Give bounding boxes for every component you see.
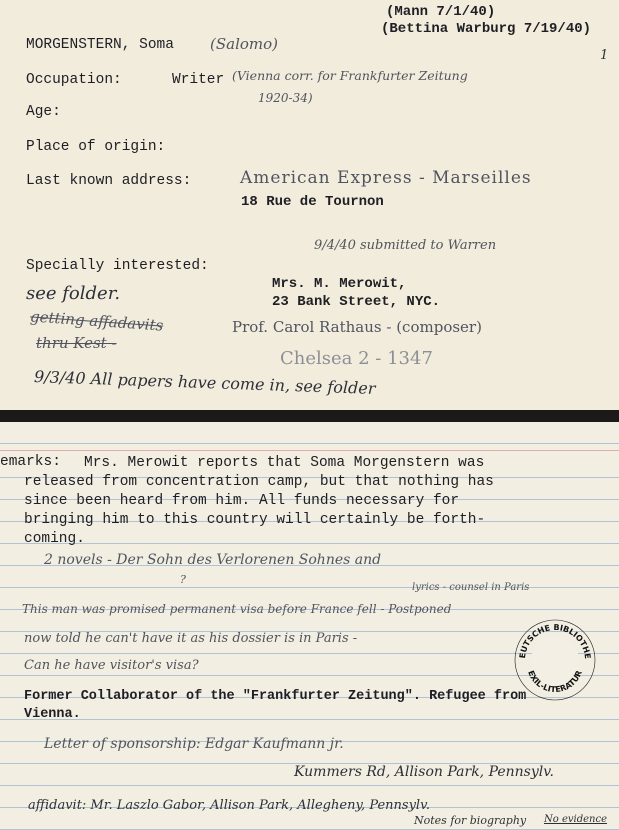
no-evidence-note: No evidence	[544, 814, 607, 825]
visa-note-1: This man was promised permanent visa before France fell - Postponed	[22, 602, 452, 616]
visa-note-3: Can he have visitor's visa?	[24, 658, 199, 673]
remarks-paragraph	[84, 454, 484, 473]
lyrics-note: lyrics - counsel in Paris	[412, 582, 530, 593]
prof-rathaus: Prof. Carol Rathaus - (composer)	[232, 318, 482, 336]
novels-note: 2 novels - Der Sohn des Verlorenen Sohnes and	[44, 552, 382, 568]
sponsorship-note-1: Letter of sponsorship: Edgar Kaufmann jr.	[44, 736, 344, 752]
remarks-line: Mrs. Merowit reports that Soma Morgenstern was	[84, 455, 485, 471]
header-stamp-warburg: (Bettina Warburg 7/19/40)	[381, 21, 592, 37]
typed-collaborator-2: Vienna.	[24, 707, 81, 722]
address-handwritten: American Express - Marseilles	[240, 168, 532, 188]
papers-note: 9/3/40 All papers have come in, see folder	[33, 367, 376, 398]
submitted-note: 9/4/40 submitted to Warren	[314, 238, 497, 253]
occupation-label: Occupation:	[26, 72, 122, 88]
affidavits-note-2: thru Kest -	[36, 334, 117, 352]
header-stamp-mann: (Mann 7/1/40)	[386, 4, 496, 20]
visa-note-2: now told he can't have it as his dossier is in Paris -	[24, 631, 358, 646]
sponsorship-note-2: Kummers Rd, Allison Park, Pennsylv.	[294, 764, 554, 780]
remarks-paragraph-rest	[24, 473, 494, 549]
address-label: Last known address:	[26, 173, 192, 189]
stamp-text-bottom: EXIL-LITERATUR	[526, 669, 584, 695]
index-card-front	[0, 0, 619, 410]
occupation-value: Writer	[172, 72, 225, 88]
remarks-label: emarks:	[0, 454, 61, 470]
remarks-line: since been heard from him. All funds necessary for	[24, 493, 460, 509]
card-number: 1	[600, 48, 609, 63]
name-alias: (Salomo)	[210, 35, 279, 53]
see-folder-note: see folder.	[26, 283, 121, 304]
occupation-note-1: (Vienna corr. for Frankfurter Zeitung	[232, 68, 468, 83]
origin-label: Place of origin:	[26, 139, 166, 155]
biography-note: Notes for biography	[414, 814, 527, 827]
typed-collaborator-1: Former Collaborator of the "Frankfurter Zeitung". Refugee from	[24, 689, 527, 704]
stamp-text-top: EUTSCHE BIBLIOTHE	[517, 622, 593, 660]
remarks-line: bringing him to this country will certainly be forth-	[24, 512, 486, 528]
library-stamp-icon	[513, 618, 597, 702]
specially-interested-label: Specially interested:	[26, 258, 209, 274]
affidavits-note-1: getting affadavits	[29, 307, 164, 335]
age-label: Age:	[26, 104, 61, 120]
name-surname: MORGENSTERN, Soma	[26, 37, 174, 53]
contact-address: 23 Bank Street, NYC.	[272, 294, 441, 310]
contact-name: Mrs. M. Merowit,	[272, 276, 407, 292]
affidavit-note: affidavit: Mr. Laszlo Gabor, Allison Park, Allegheny, Pennsylv.	[28, 798, 431, 813]
occupation-note-2: 1920-34)	[258, 91, 313, 105]
address-typed: 18 Rue de Tournon	[241, 194, 384, 210]
remarks-line: coming.	[24, 531, 85, 547]
phone-number: Chelsea 2 - 1347	[280, 348, 433, 369]
remarks-line: released from concentration camp, but that nothing has	[24, 474, 494, 490]
question-mark: ?	[180, 573, 186, 586]
